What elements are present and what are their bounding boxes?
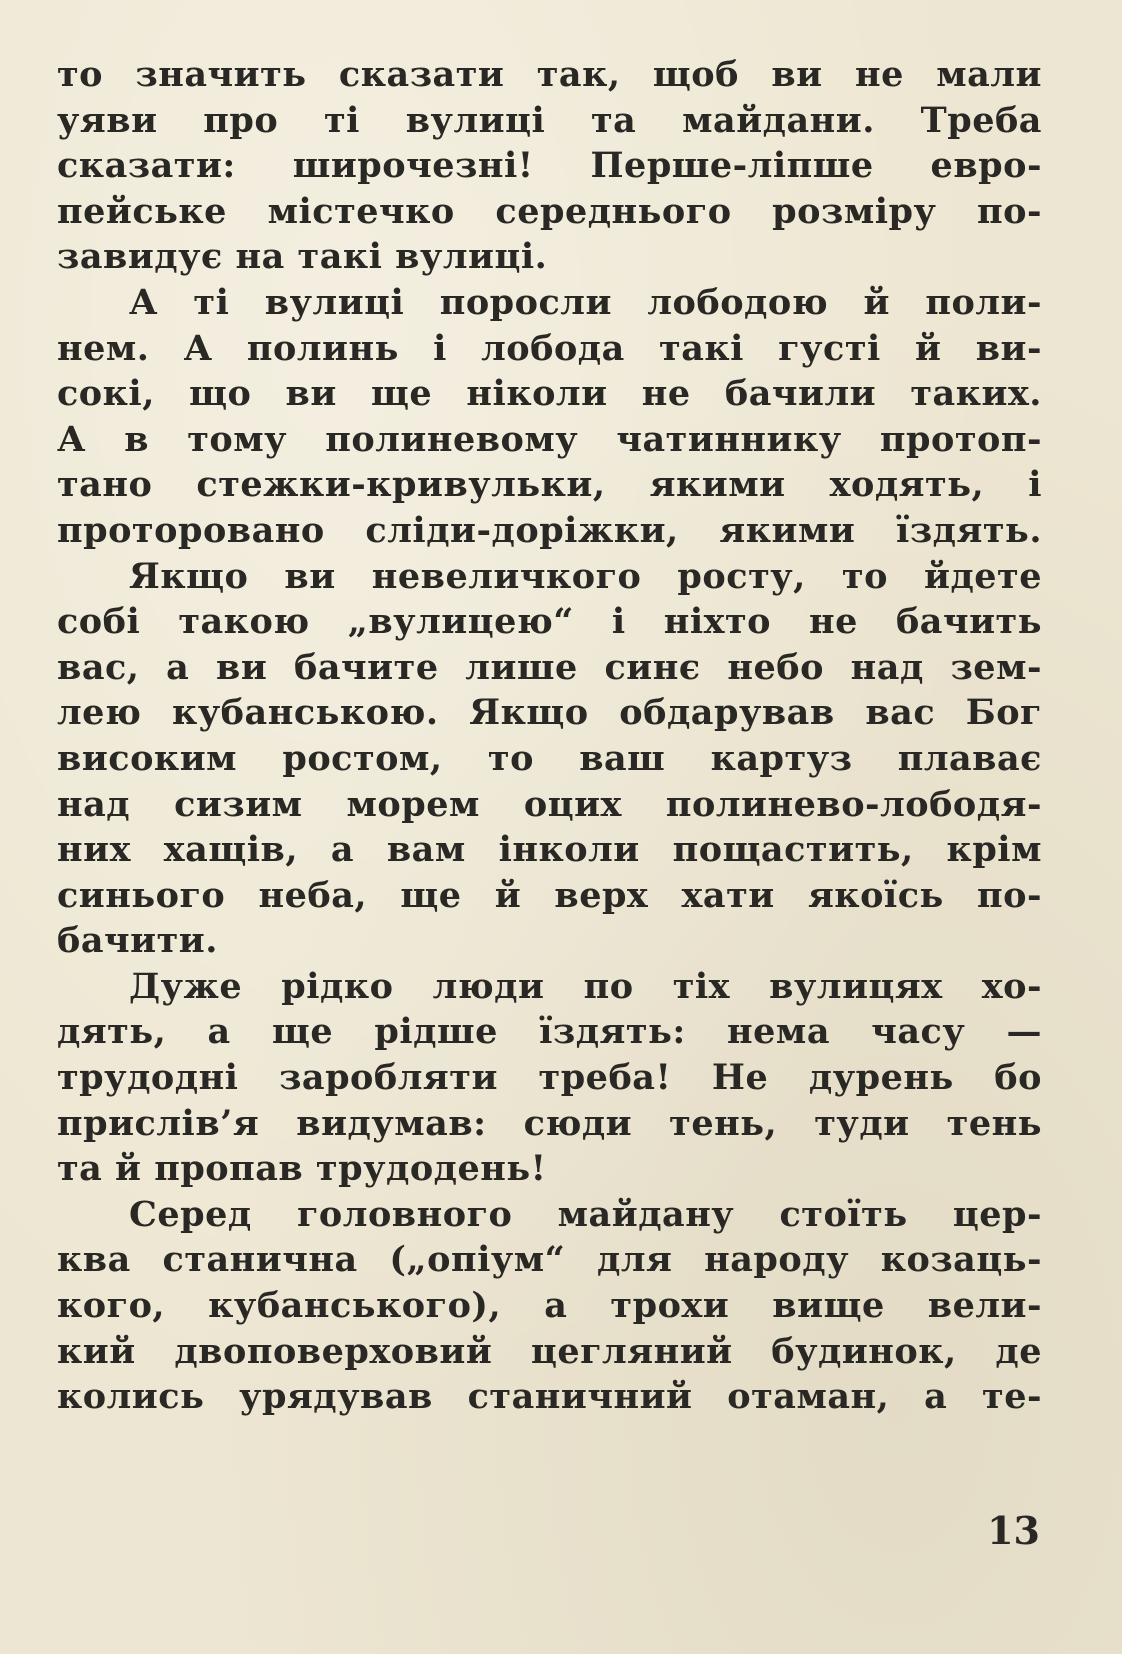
text-line: синього неба, ще й верх хати якоїсь по- xyxy=(57,874,1042,916)
text-line: та й пропав трудодень! xyxy=(57,1148,547,1190)
text-line: високим ростом, то ваш картуз плаває xyxy=(57,737,1042,779)
text-line: Серед головного майдану стоїть цер- xyxy=(129,1193,1042,1235)
text-line: кого, кубанського), а трохи вище вели- xyxy=(57,1285,1042,1327)
text-line: ква станична („опіум“ для народу козаць- xyxy=(57,1239,1042,1281)
body-text xyxy=(57,52,1042,1420)
text-line: собі такою „вулицею“ і ніхто не бачить xyxy=(57,601,1042,643)
text-line: завидує на такі вулиці. xyxy=(57,236,548,278)
text-line: дять, а ще рідше їздять: нема часу — xyxy=(57,1011,1042,1053)
text-line: трудодні заробляти треба! Не дурень бо xyxy=(57,1057,1042,1099)
text-line: нем. А полинь і лобода такі густі й ви- xyxy=(57,327,1042,369)
text-line: них хащів, а вам інколи пощастить, крім xyxy=(57,829,1042,871)
text-line: бачити. xyxy=(57,920,218,962)
text-line: колись урядував станичний отаман, а те- xyxy=(57,1376,1042,1418)
text-line: над сизим морем оцих полинево-лободя- xyxy=(57,783,1042,825)
text-line: уяви про ті вулиці та майдани. Треба xyxy=(57,99,1042,141)
text-line: Якщо ви невеличкого росту, то йдете xyxy=(129,555,1042,597)
text-line: Дуже рідко люди по тіх вулицях хо- xyxy=(129,965,1042,1007)
text-line: А в тому полиневому чатиннику протоп- xyxy=(57,418,1042,460)
text-line: сказати: широчезні! Перше-ліпше евро- xyxy=(57,145,1042,187)
text-line: проторовано сліди-доріжки, якими їздять. xyxy=(57,509,1042,551)
text-line: прислів’я видумав: сюди тень, туди тень xyxy=(57,1102,1042,1144)
text-line: кий двоповерховий цегляний будинок, де xyxy=(57,1330,1042,1372)
page-number: 13 xyxy=(987,1508,1040,1553)
text-line: тано стежки-кривульки, якими ходять, і xyxy=(57,464,1042,506)
text-line: лею кубанською. Якщо обдарував вас Бог xyxy=(57,692,1042,734)
text-line: А ті вулиці поросли лободою й поли- xyxy=(129,281,1042,323)
text-line: вас, а ви бачите лише синє небо над зем- xyxy=(57,646,1042,688)
text-line: сокі, що ви ще ніколи не бачили таких. xyxy=(57,373,1042,415)
text-line: то значить сказати так, щоб ви не мали xyxy=(57,54,1042,95)
text-line: пейське містечко середнього розміру по- xyxy=(57,190,1042,232)
